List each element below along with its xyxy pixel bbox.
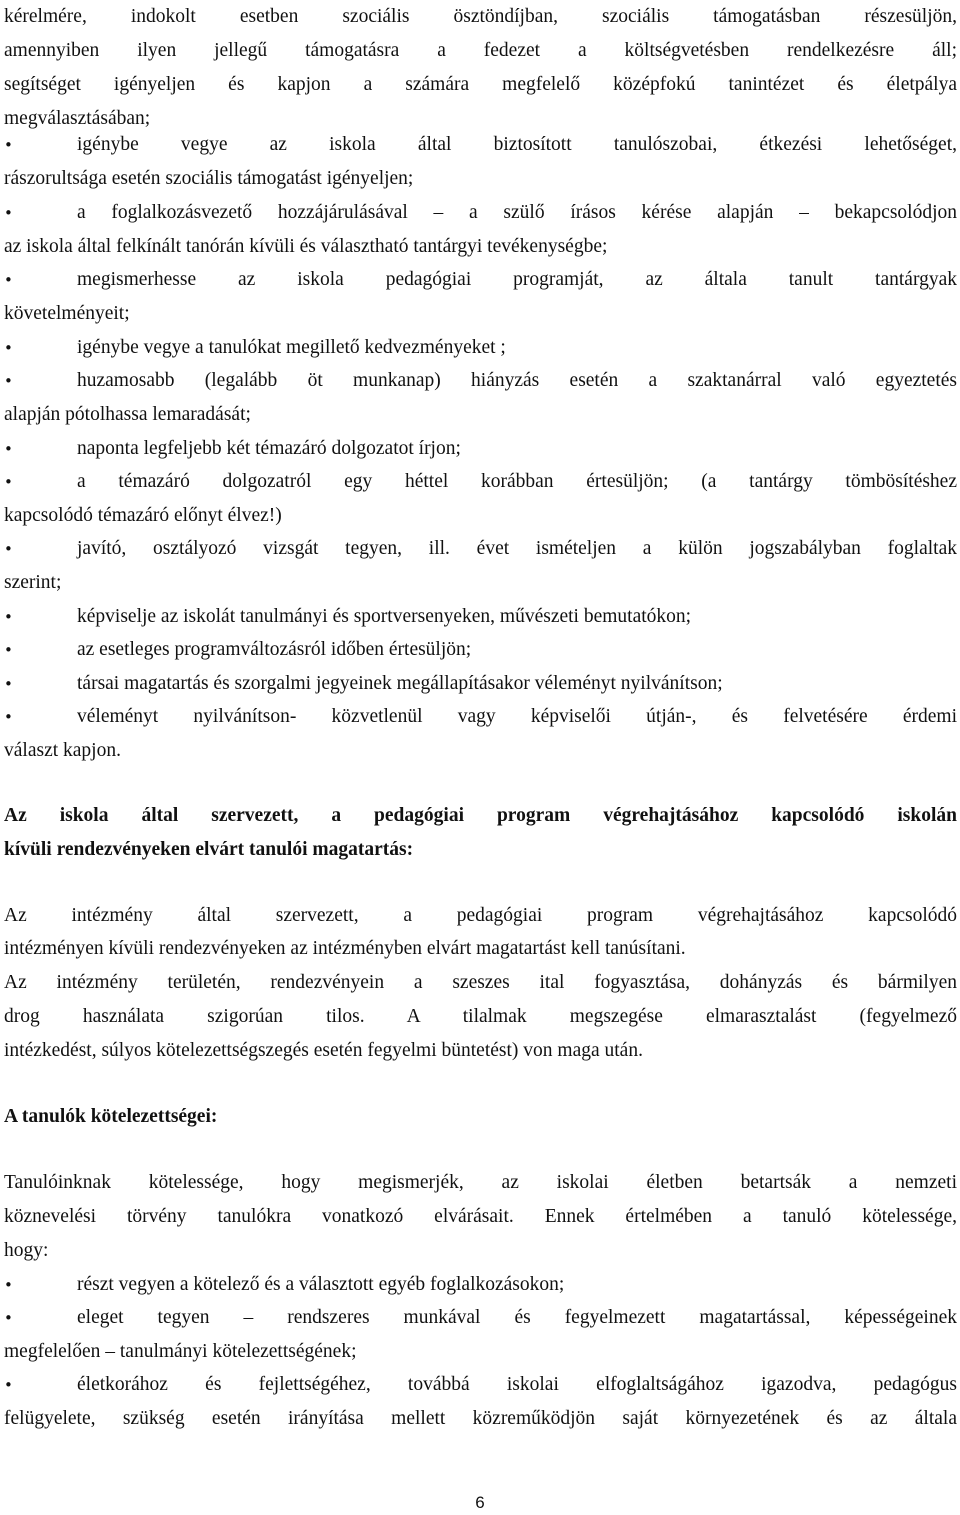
- list-item-continuation: kapcsolódó témazáró előnyt élvez!): [4, 505, 282, 526]
- list-item: [4, 364, 957, 398]
- list-item-text: életkorához és fejlettségéhez, továbbá iskolai elfoglaltságához igazodva, pedagógus: [77, 1374, 957, 1395]
- list-item-text: igénybe vegye az iskola által biztosított tanulószobai, étkezési lehetőséget,: [77, 134, 957, 155]
- list-item-text: részt vegyen a kötelező és a választott egyéb foglalkozásokon;: [77, 1274, 565, 1295]
- list-item-continuation: az iskola által felkínált tanórán kívüli és választható tantárgyi tevékenységbe;: [4, 236, 608, 257]
- list-item: [4, 532, 957, 566]
- section-heading: Az iskola által szervezett, a pedagógiai program végrehajtásához kapcsolódó iskolán: [4, 805, 957, 826]
- paragraph-line: Tanulóinknak kötelessége, hogy megismerjék, az iskolai életben betartsák a nemzeti: [4, 1172, 957, 1193]
- list-item-continuation: rászorultsága esetén szociális támogatást igényeljen;: [4, 168, 414, 189]
- list-item: [4, 196, 957, 230]
- list-item: [4, 667, 957, 701]
- list-item-continuation: követelményeit;: [4, 303, 130, 324]
- section-heading: kívüli rendezvényeken elvárt tanulói magatartás:: [4, 839, 414, 860]
- bullet-icon: •: [4, 608, 13, 626]
- paragraph-line: segítséget igényeljen és kapjon a számára megfelelő középfokú tanintézet és életpálya: [4, 74, 957, 95]
- bullet-icon: •: [4, 675, 13, 693]
- bullet-icon: •: [4, 473, 13, 491]
- list-item-text: igénybe vegye a tanulókat megillető kedvezményeket ;: [77, 337, 506, 358]
- bullet-icon: •: [4, 1276, 13, 1294]
- list-item: [4, 1301, 957, 1335]
- list-item-continuation: felügyelete, szükség esetén irányítása mellett közreműködjön saját környezetének és az általa: [4, 1408, 957, 1429]
- list-item-text: eleget tegyen – rendszeres munkával és fegyelmezett magatartással, képességeinek: [77, 1307, 957, 1328]
- paragraph-line: intézményen kívüli rendezvényeken az intézményben elvárt magatartást kell tanúsítani.: [4, 938, 686, 959]
- paragraph-line: drog használata szigorúan tilos. A tilalmak megszegése elmarasztalást (fegyelmező: [4, 1006, 957, 1027]
- list-item: [4, 331, 957, 365]
- list-item: [4, 1368, 957, 1402]
- bullet-icon: •: [4, 204, 13, 222]
- paragraph-line: hogy:: [4, 1240, 49, 1261]
- bullet-icon: •: [4, 1376, 13, 1394]
- bullet-icon: •: [4, 1309, 13, 1327]
- list-item-continuation: alapján pótolhassa lemaradását;: [4, 404, 251, 425]
- list-item-continuation: szerint;: [4, 572, 62, 593]
- list-item-continuation: megfelelően – tanulmányi kötelezettségének;: [4, 1341, 357, 1362]
- list-item-text: társai magatartás és szorgalmi jegyeinek megállapításakor véleményt nyilvánítson;: [77, 673, 723, 694]
- paragraph-line: kérelmére, indokolt esetben szociális ösztöndíjban, szociális támogatásban részesüljön,: [4, 6, 957, 27]
- list-item-text: megismerhesse az iskola pedagógiai programját, az általa tanult tantárgyak: [77, 269, 957, 290]
- list-item: [4, 128, 957, 162]
- list-item: [4, 465, 957, 499]
- list-item: [4, 263, 957, 297]
- list-item: [4, 600, 957, 634]
- bullet-icon: •: [4, 136, 13, 154]
- paragraph-line: Az intézmény területén, rendezvényein a szeszes ital fogyasztása, dohányzás és bármilyen: [4, 972, 957, 993]
- bullet-icon: •: [4, 641, 13, 659]
- list-item: [4, 700, 957, 734]
- list-item-text: képviselje az iskolát tanulmányi és sportversenyeken, művészeti bemutatókon;: [77, 606, 692, 627]
- paragraph-line: amennyiben ilyen jellegű támogatásra a fedezet a költségvetésben rendelkezésre áll;: [4, 40, 957, 61]
- paragraph-line: Az intézmény által szervezett, a pedagógiai program végrehajtásához kapcsolódó: [4, 905, 957, 926]
- paragraph-line: megválasztásában;: [4, 108, 151, 129]
- list-item: [4, 432, 957, 466]
- bullet-icon: •: [4, 372, 13, 390]
- list-item-text: véleményt nyilvánítson- közvetlenül vagy képviselői útján-, és felvetésére érdemi: [77, 706, 957, 727]
- list-item-continuation: választ kapjon.: [4, 740, 121, 761]
- bullet-icon: •: [4, 540, 13, 558]
- bullet-icon: •: [4, 708, 13, 726]
- bullet-icon: •: [4, 339, 13, 357]
- list-item: [4, 1268, 957, 1302]
- list-item-text: a témazáró dolgozatról egy héttel korábban értesüljön; (a tantárgy tömbösítéshez: [77, 471, 957, 492]
- list-item-text: huzamosabb (legalább öt munkanap) hiányzás esetén a szaktanárral való egyeztetés: [77, 370, 957, 391]
- list-item-text: javító, osztályozó vizsgát tegyen, ill. évet ismételjen a külön jogszabályban foglaltak: [77, 538, 957, 559]
- bullet-icon: •: [4, 440, 13, 458]
- section-heading: A tanulók kötelezettségei:: [4, 1106, 218, 1127]
- paragraph-line: intézkedést, súlyos kötelezettségszegés esetén fegyelmi büntetést) von maga után.: [4, 1040, 643, 1061]
- bullet-icon: •: [4, 271, 13, 289]
- list-item: [4, 633, 957, 667]
- paragraph-line: köznevelési törvény tanulókra vonatkozó elvárásait. Ennek értelmében a tanuló kötelessége,: [4, 1206, 957, 1227]
- list-item-text: naponta legfeljebb két témazáró dolgozatot írjon;: [77, 438, 461, 459]
- page-number: 6: [475, 1493, 485, 1512]
- list-item-text: a foglalkozásvezető hozzájárulásával – a szülő írásos kérése alapján – bekapcsolódjon: [77, 202, 957, 223]
- list-item-text: az esetleges programváltozásról időben értesüljön;: [77, 639, 472, 660]
